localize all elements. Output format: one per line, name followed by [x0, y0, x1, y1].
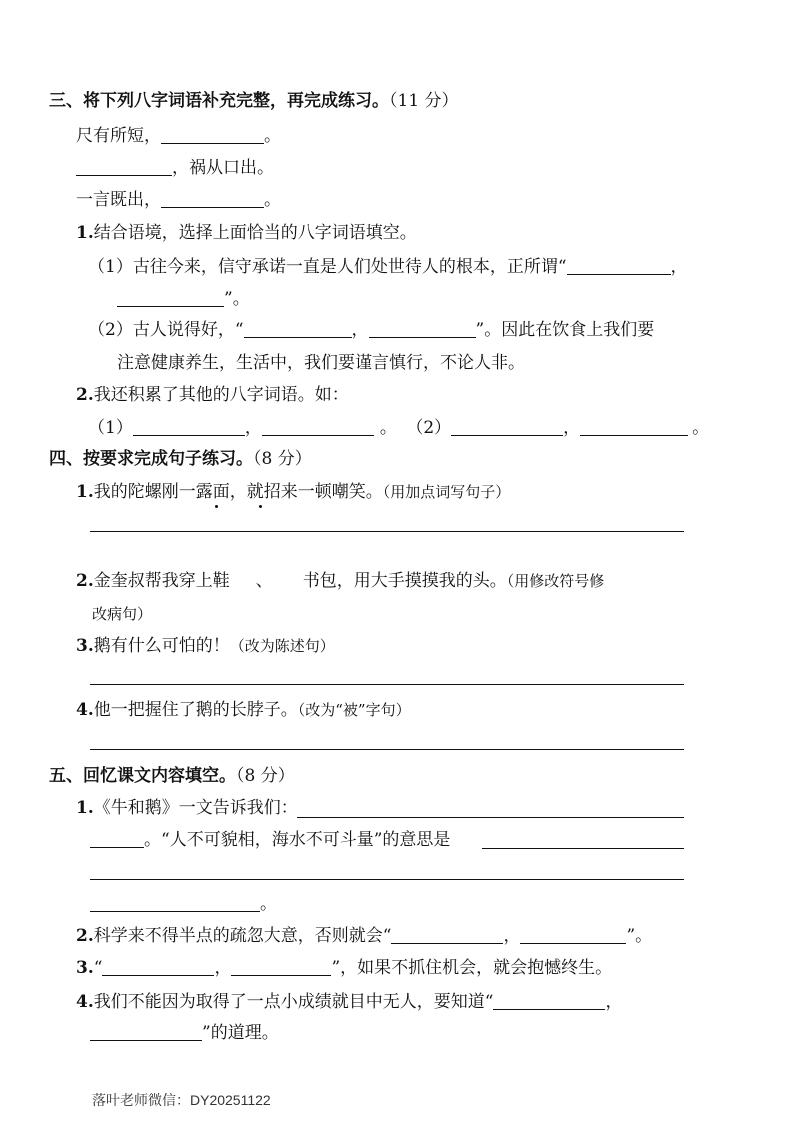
s3-q2-blank1[interactable]: [133, 418, 245, 436]
s3-q2-blank3[interactable]: [451, 418, 563, 436]
s5-q4-end: ”的道理。: [202, 1023, 279, 1043]
section3-title: 三、将下列八字词语补充完整，再完成练习。: [49, 91, 389, 111]
s3-q1a-line2: [117, 288, 250, 310]
section4-score: （8 分）: [253, 449, 312, 469]
s5-q4-comma: ，: [605, 992, 623, 1012]
s4-q1-number: 1.: [76, 482, 94, 502]
idiom3-prefix: 一言既出，: [76, 190, 161, 210]
s4-q1-text: 我的陀螺刚一露面，就招来一顿嘲笑。: [93, 482, 383, 502]
s3-q1a-text: （1）古往今来，信守承诺一直是人们处世待人的根本，正所谓“: [88, 257, 567, 277]
s5-q3-text: ”，如果不抓住机会，就会抱憾终生。: [331, 958, 613, 978]
s3-q1b-line1: [88, 319, 654, 341]
s5-q4-blank1[interactable]: [493, 992, 605, 1010]
s4-q2-pause-mark: 、: [255, 571, 273, 591]
s4-q2-number: 2.: [76, 571, 94, 591]
s3-q1a-end: ”。: [224, 289, 250, 309]
section4-title: 四、按要求完成句子练习。: [49, 449, 253, 469]
s5-q4-line2: [90, 1022, 279, 1044]
s3-q2-number: 2.: [76, 385, 94, 405]
s4-question-4: [76, 699, 411, 721]
s5-q1-line2-text: 。“人不可貌相，海水不可斗量”的意思是: [144, 830, 451, 850]
idiom-line-2: [76, 157, 274, 179]
s5-q4-blank2[interactable]: [90, 1023, 202, 1041]
s3-q1b-blank1[interactable]: [244, 320, 352, 338]
s4-q4-number: 4.: [76, 700, 94, 720]
s3-q1b-line2: 注意健康养生，生活中，我们要谨言慎行，不论人非。: [117, 353, 525, 373]
s5-q2-text: 科学来不得半点的疏忽大意，否则就会“: [93, 926, 392, 946]
s3-q2-comma2: ，: [563, 418, 581, 438]
section5-heading: [49, 765, 295, 787]
s5-q1-number: 1.: [76, 798, 94, 818]
s5-q4-text: 我们不能因为取得了一点小成绩就目中无人，要知道“: [93, 992, 494, 1012]
s3-q1a-blank2[interactable]: [117, 289, 224, 307]
s4-q2-text-b: 书包，用大手摸摸我的头。: [302, 571, 507, 591]
s5-question-3: [76, 957, 612, 979]
s3-q1a-line1: [88, 256, 688, 278]
s5-q1-line2: [90, 829, 450, 851]
idiom2-blank[interactable]: [76, 158, 172, 176]
s5-q1-blank4[interactable]: [90, 879, 684, 880]
s3-q1b-blank2[interactable]: [369, 320, 476, 338]
s4-q4-answer-line[interactable]: [90, 749, 684, 750]
s3-question-1: [76, 222, 417, 244]
s4-q2-text-a: 金奎叔帮我穿上鞋: [93, 571, 230, 591]
s4-q4-text: 他一把握住了鹅的长脖子。: [93, 700, 298, 720]
s3-q1b-comma: ，: [351, 320, 369, 340]
s5-q1-blank3[interactable]: [482, 848, 684, 849]
s3-q1a-blank1[interactable]: [567, 257, 671, 275]
s5-q1-line4: [90, 893, 277, 915]
s3-q2-end1: 。: [379, 418, 397, 438]
s5-q1-blank2[interactable]: [90, 830, 144, 848]
s5-q2-blank2[interactable]: [520, 926, 626, 944]
s3-q2-text: 我还积累了其他的八字词语。如：: [93, 385, 349, 405]
s4-q3-number: 3.: [76, 636, 94, 656]
section5-title: 五、回忆课文内容填空。: [49, 766, 236, 786]
s3-q2-end2: 。: [692, 418, 710, 438]
s3-q1-number: 1.: [76, 223, 94, 243]
s3-q2-label2: （2）: [414, 418, 452, 438]
s3-q2-comma1: ，: [244, 418, 262, 438]
s4-q2-note-a: （用修改符号修: [506, 572, 605, 590]
s4-q4-note: （改为“被”字句）: [297, 701, 411, 719]
s3-q2-answers: [88, 417, 709, 439]
s5-q3-number: 3.: [76, 958, 94, 978]
emphasis-dot: [259, 505, 262, 508]
s3-q2-blank2[interactable]: [262, 418, 374, 436]
idiom2-suffix: ，祸从口出。: [172, 158, 274, 178]
s5-q3-open-quote: “: [93, 958, 103, 978]
emphasis-dot: [215, 505, 218, 508]
s5-question-4: [76, 991, 622, 1013]
idiom-line-3: [76, 189, 281, 211]
idiom1-end: 。: [264, 126, 281, 146]
idiom3-blank[interactable]: [161, 190, 264, 208]
s5-q2-end: ”。: [626, 926, 653, 946]
s3-q1b-suffix: ”。因此在饮食上我们要: [475, 320, 655, 340]
idiom1-prefix: 尺有所短，: [76, 126, 161, 146]
s3-q1a-comma: ，: [670, 257, 688, 277]
section5-score: （8 分）: [236, 766, 295, 786]
s5-q1-blank5[interactable]: [90, 894, 260, 912]
s5-q2-number: 2.: [76, 926, 94, 946]
s4-q2-note-b: 改病句）: [92, 605, 153, 623]
s5-q3-blank1[interactable]: [102, 958, 214, 976]
idiom-line-1: [76, 125, 281, 147]
idiom3-end: 。: [264, 190, 281, 210]
s5-q4-number: 4.: [76, 992, 94, 1012]
s5-question-2: [76, 925, 652, 947]
s5-q3-blank2[interactable]: [231, 958, 331, 976]
s5-q1-text: 《牛和鹅》一文告诉我们：: [93, 798, 298, 818]
s5-q1-end: 。: [260, 894, 277, 914]
section4-heading: [49, 448, 312, 470]
idiom1-blank[interactable]: [161, 126, 264, 144]
s3-question-2: [76, 384, 349, 406]
s3-q2-blank4[interactable]: [580, 418, 688, 436]
s4-q1-note: （用加点词写句子）: [382, 483, 511, 501]
s5-q2-blank1[interactable]: [391, 926, 503, 944]
s5-q2-comma: ，: [503, 926, 521, 946]
footer-contact: 落叶老师微信：DY20251122: [92, 1092, 271, 1108]
s4-question-2: [76, 570, 604, 592]
s4-q3-answer-line[interactable]: [90, 684, 684, 685]
section3-heading: [49, 90, 459, 112]
s3-q2-label1: （1）: [88, 418, 133, 438]
s4-q1-answer-line[interactable]: [90, 531, 684, 532]
s3-q1b-prefix: （2）古人说得好，“: [88, 320, 244, 340]
s4-q3-note: （改为陈述句）: [229, 637, 335, 655]
s5-q3-comma: ，: [214, 958, 232, 978]
s4-q3-text: 鹅有什么可怕的！: [93, 636, 230, 656]
s3-q1-text: 结合语境，选择上面恰当的八字词语填空。: [93, 223, 417, 243]
s5-question-1: [76, 797, 298, 819]
s4-question-1: [76, 481, 510, 503]
s5-q1-blank1[interactable]: [297, 817, 684, 818]
section3-score: （11 分）: [389, 91, 459, 111]
s4-question-3: [76, 635, 335, 657]
